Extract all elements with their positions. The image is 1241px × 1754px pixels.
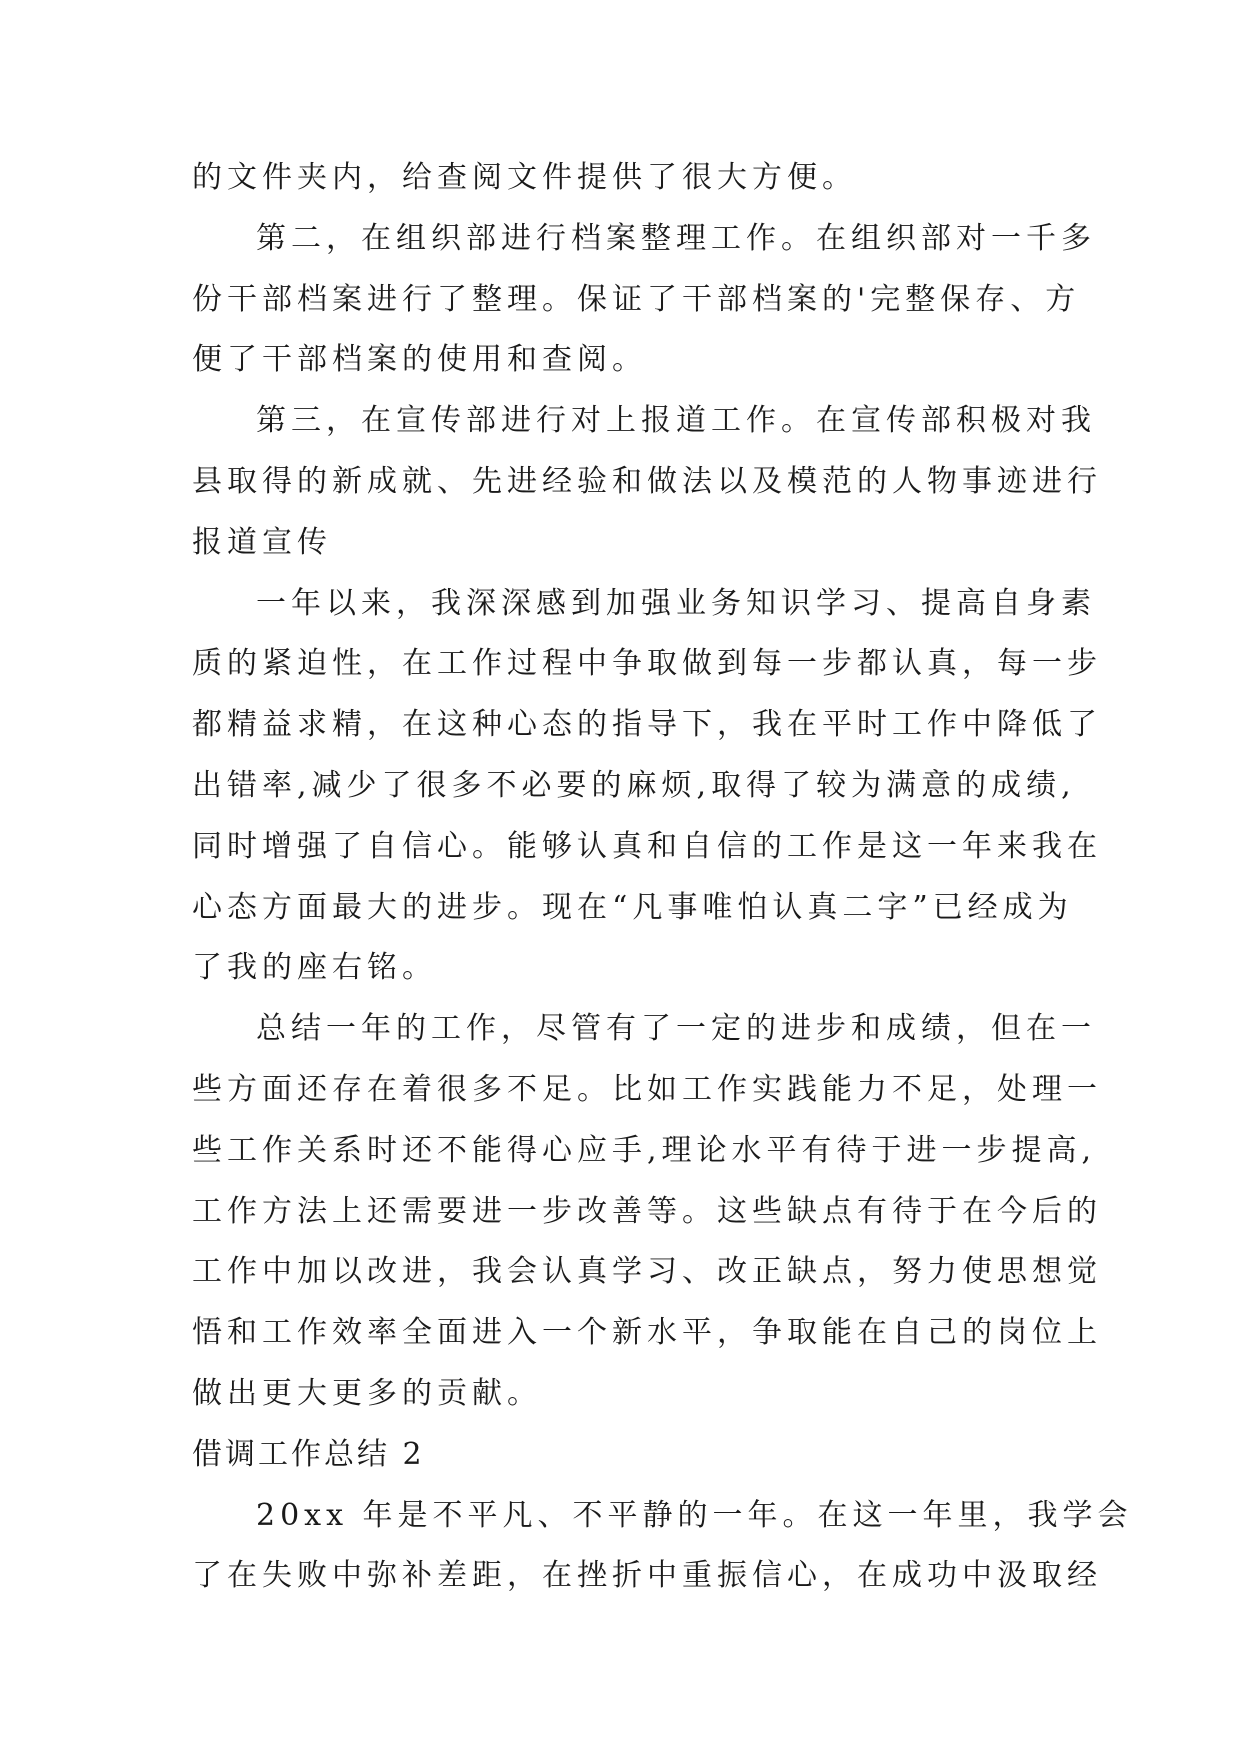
text-line: 些工作关系时还不能得心应手,理论水平有待于进一步提高, [192,1132,1097,1168]
text-line: 都精益求精，在这种心态的指导下，我在平时工作中降低了 [192,707,1102,743]
text-line: 便了干部档案的使用和查阅。 [192,342,647,378]
text-line: 心态方面最大的进步。现在“凡事唯怕认真二字”已经成为 [192,889,1073,925]
section-heading: 借调工作总结 2 [192,1436,425,1472]
text-line: 些方面还存在着很多不足。比如工作实践能力不足，处理一 [192,1071,1102,1107]
text-line: 质的紧迫性，在工作过程中争取做到每一步都认真，每一步 [192,646,1102,682]
text-line: 了在失败中弥补差距，在挫折中重振信心，在成功中汲取经 [192,1558,1102,1594]
paragraph-start-line: 一年以来，我深深感到加强业务知识学习、提高自身素 [256,585,1096,621]
paragraph-start-line: 第三，在宣传部进行对上报道工作。在宣传部积极对我 [256,403,1096,439]
text-line: 悟和工作效率全面进入一个新水平，争取能在自己的岗位上 [192,1315,1102,1351]
paragraph-start-line: 总结一年的工作，尽管有了一定的进步和成绩，但在一 [256,1011,1096,1047]
text-line: 出错率,减少了很多不必要的麻烦,取得了较为满意的成绩, [192,767,1076,803]
paragraph-start-line: 第二，在组织部进行档案整理工作。在组织部对一千多 [256,220,1096,256]
text-line: 同时增强了自信心。能够认真和自信的工作是这一年来我在 [192,828,1102,864]
text-line: 做出更大更多的贡献。 [192,1375,542,1411]
text-line: 县取得的新成就、先进经验和做法以及模范的人物事迹进行 [192,463,1102,499]
paragraph-start-line: 20xx 年是不平凡、不平静的一年。在这一年里，我学会 [256,1497,1133,1533]
text-line: 报道宣传 [192,524,332,560]
document-page [192,148,1133,1607]
text-line: 份干部档案进行了整理。保证了干部档案的'完整保存、方 [192,281,1081,317]
text-line: 工作中加以改进，我会认真学习、改正缺点，努力使思想觉 [192,1254,1102,1290]
text-line: 的文件夹内，给查阅文件提供了很大方便。 [192,160,857,195]
text-line: 了我的座右铭。 [192,950,437,986]
text-line: 工作方法上还需要进一步改善等。这些缺点有待于在今后的 [192,1193,1102,1229]
